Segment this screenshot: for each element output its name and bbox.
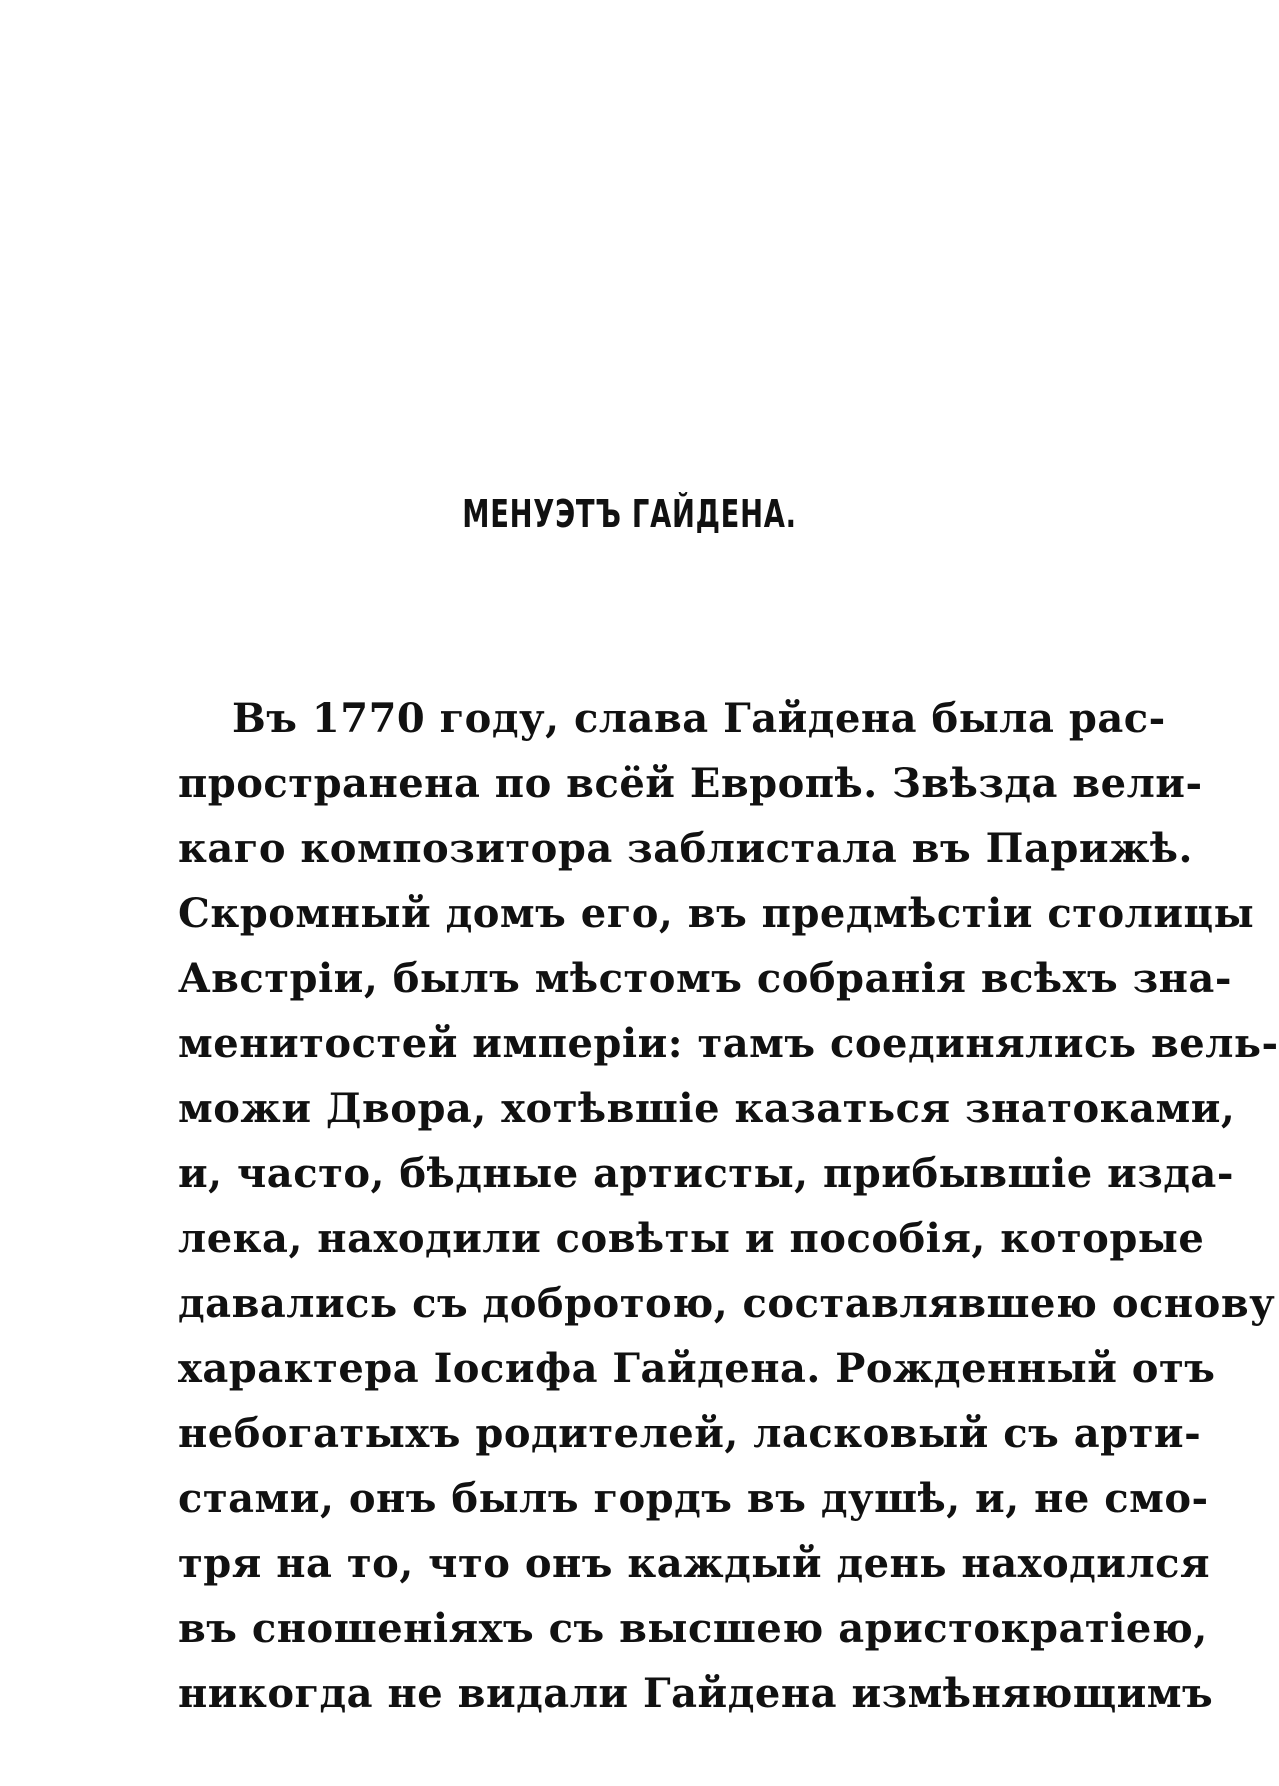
chapter-title: МЕНУЭТЪ ГАЙДЕНА.: [462, 492, 797, 536]
text-line: и, часто, бѣдные артисты, прибывшіе изда-: [178, 1150, 1234, 1197]
text-line: Австріи, былъ мѣстомъ собранія всѣхъ зна-: [178, 955, 1232, 1002]
body-text: [178, 686, 1279, 1726]
text-line: никогда не видали Гайдена измѣняющимъ: [178, 1670, 1214, 1717]
text-line: Въ 1770 году, слава Гайдена была рас-: [232, 695, 1166, 742]
text-line: небогатыхъ родителей, ласковый съ арти-: [178, 1410, 1202, 1457]
text-line: каго композитора заблистала въ Парижѣ.: [178, 825, 1193, 872]
text-line: въ сношеніяхъ съ высшею аристократіею,: [178, 1605, 1208, 1652]
text-line: пространена по всёй Европѣ. Звѣзда вели-: [178, 760, 1203, 807]
text-line: стами, онъ былъ гордъ въ душѣ, и, не смо-: [178, 1475, 1209, 1522]
text-line: Скромный домъ его, въ предмѣстіи столицы: [178, 890, 1255, 937]
text-line: лека, находили совѣты и пособія, которые: [178, 1215, 1205, 1262]
text-line: тря на то, что онъ каждый день находился: [178, 1540, 1211, 1587]
text-line: менитостей имперіи: тамъ соединялись вель-: [178, 1020, 1279, 1067]
text-line: характера Іосифа Гайдена. Рожденный отъ: [178, 1345, 1216, 1392]
text-line: давались съ добротою, составлявшею основу: [178, 1280, 1276, 1327]
text-line: можи Двора, хотѣвшіе казаться знатоками,: [178, 1085, 1236, 1132]
